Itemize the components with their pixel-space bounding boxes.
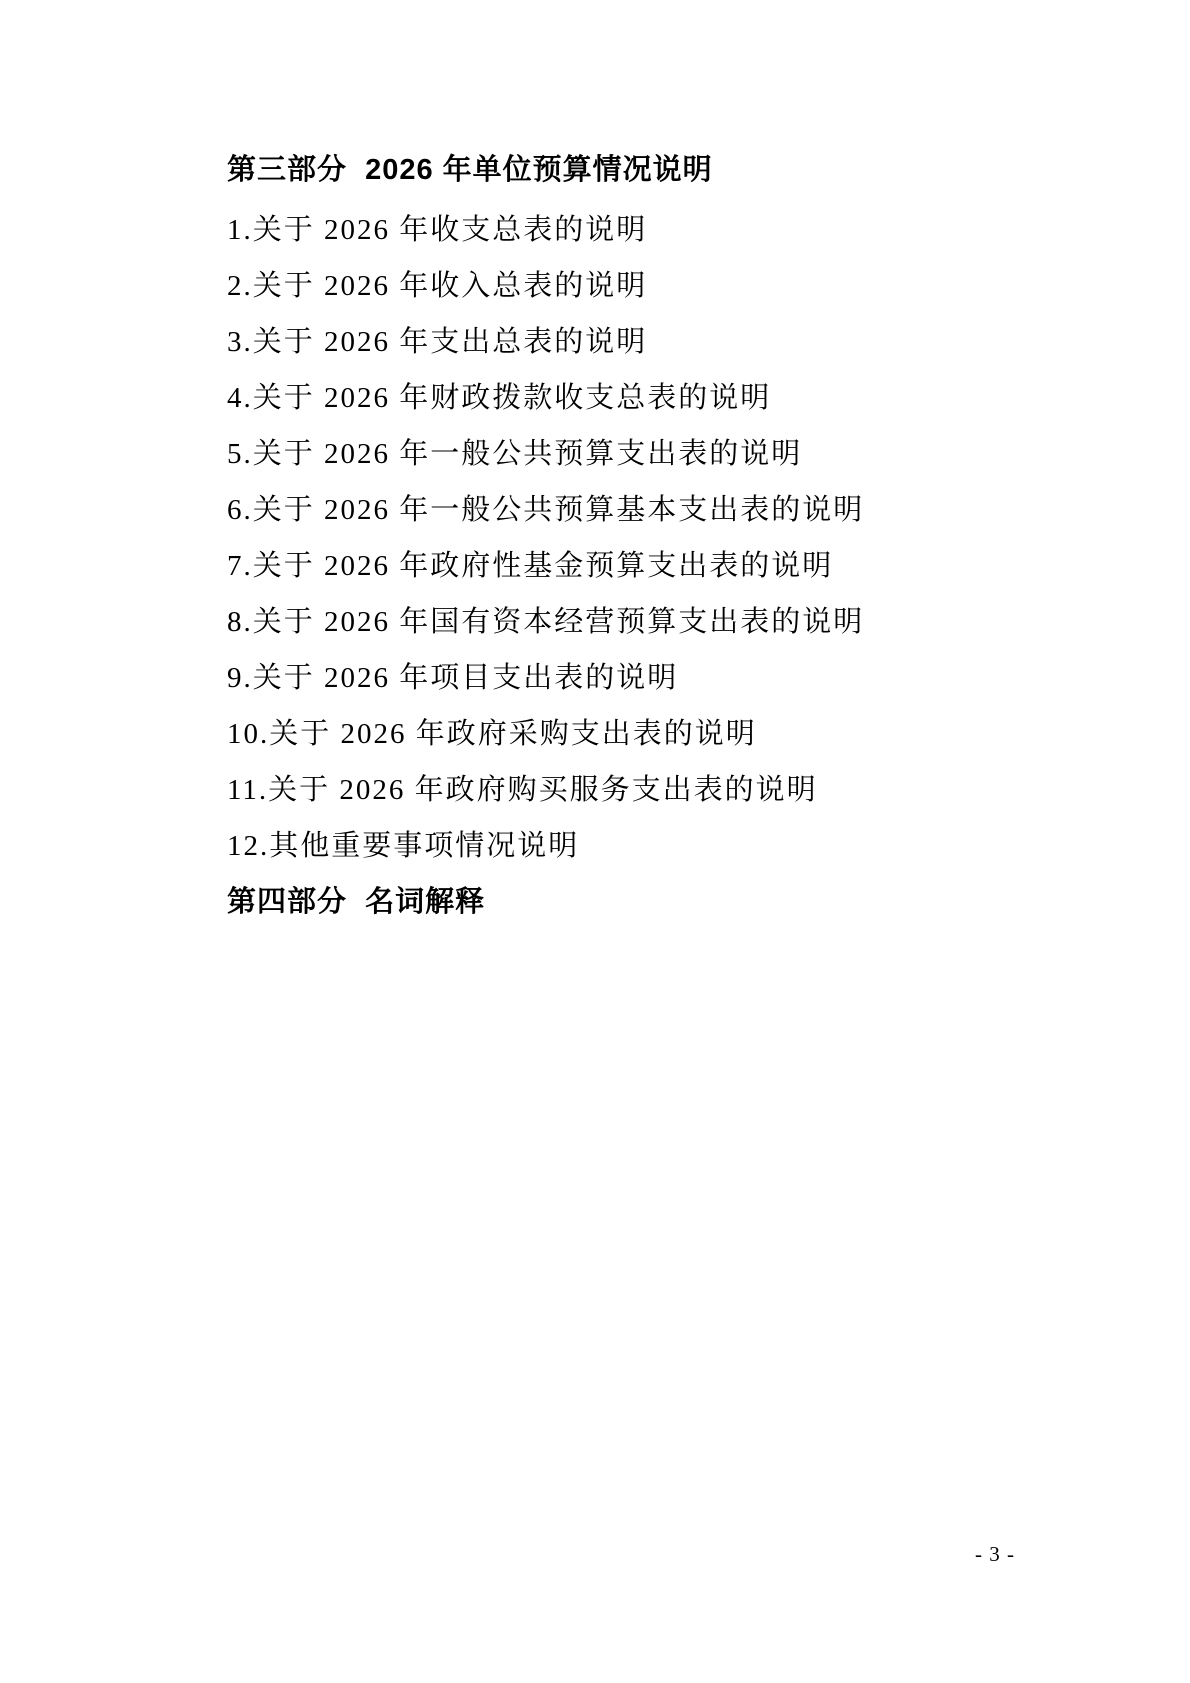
toc-item-9: 9.关于 2026 年项目支出表的说明 — [227, 662, 679, 694]
toc-item-8: 8.关于 2026 年国有资本经营预算支出表的说明 — [227, 606, 865, 638]
section4-heading: 第四部分 名词解释 — [227, 886, 486, 918]
page-number: - 3 - — [975, 1542, 1015, 1566]
toc-item-5: 5.关于 2026 年一般公共预算支出表的说明 — [227, 438, 803, 470]
section3-heading: 第三部分 2026 年单位预算情况说明 — [227, 154, 713, 186]
toc-item-11: 11.关于 2026 年政府购买服务支出表的说明 — [227, 774, 818, 806]
toc-item-2: 2.关于 2026 年收入总表的说明 — [227, 270, 648, 302]
section3-toc-list — [227, 202, 1017, 874]
toc-item-1: 1.关于 2026 年收支总表的说明 — [227, 214, 648, 246]
toc-item-3: 3.关于 2026 年支出总表的说明 — [227, 326, 648, 358]
toc-content — [227, 150, 1017, 922]
toc-item-7: 7.关于 2026 年政府性基金预算支出表的说明 — [227, 550, 834, 582]
toc-item-4: 4.关于 2026 年财政拨款收支总表的说明 — [227, 382, 772, 414]
toc-item-10: 10.关于 2026 年政府采购支出表的说明 — [227, 718, 757, 750]
toc-item-12: 12.其他重要事项情况说明 — [227, 830, 580, 862]
toc-item-6: 6.关于 2026 年一般公共预算基本支出表的说明 — [227, 494, 865, 526]
